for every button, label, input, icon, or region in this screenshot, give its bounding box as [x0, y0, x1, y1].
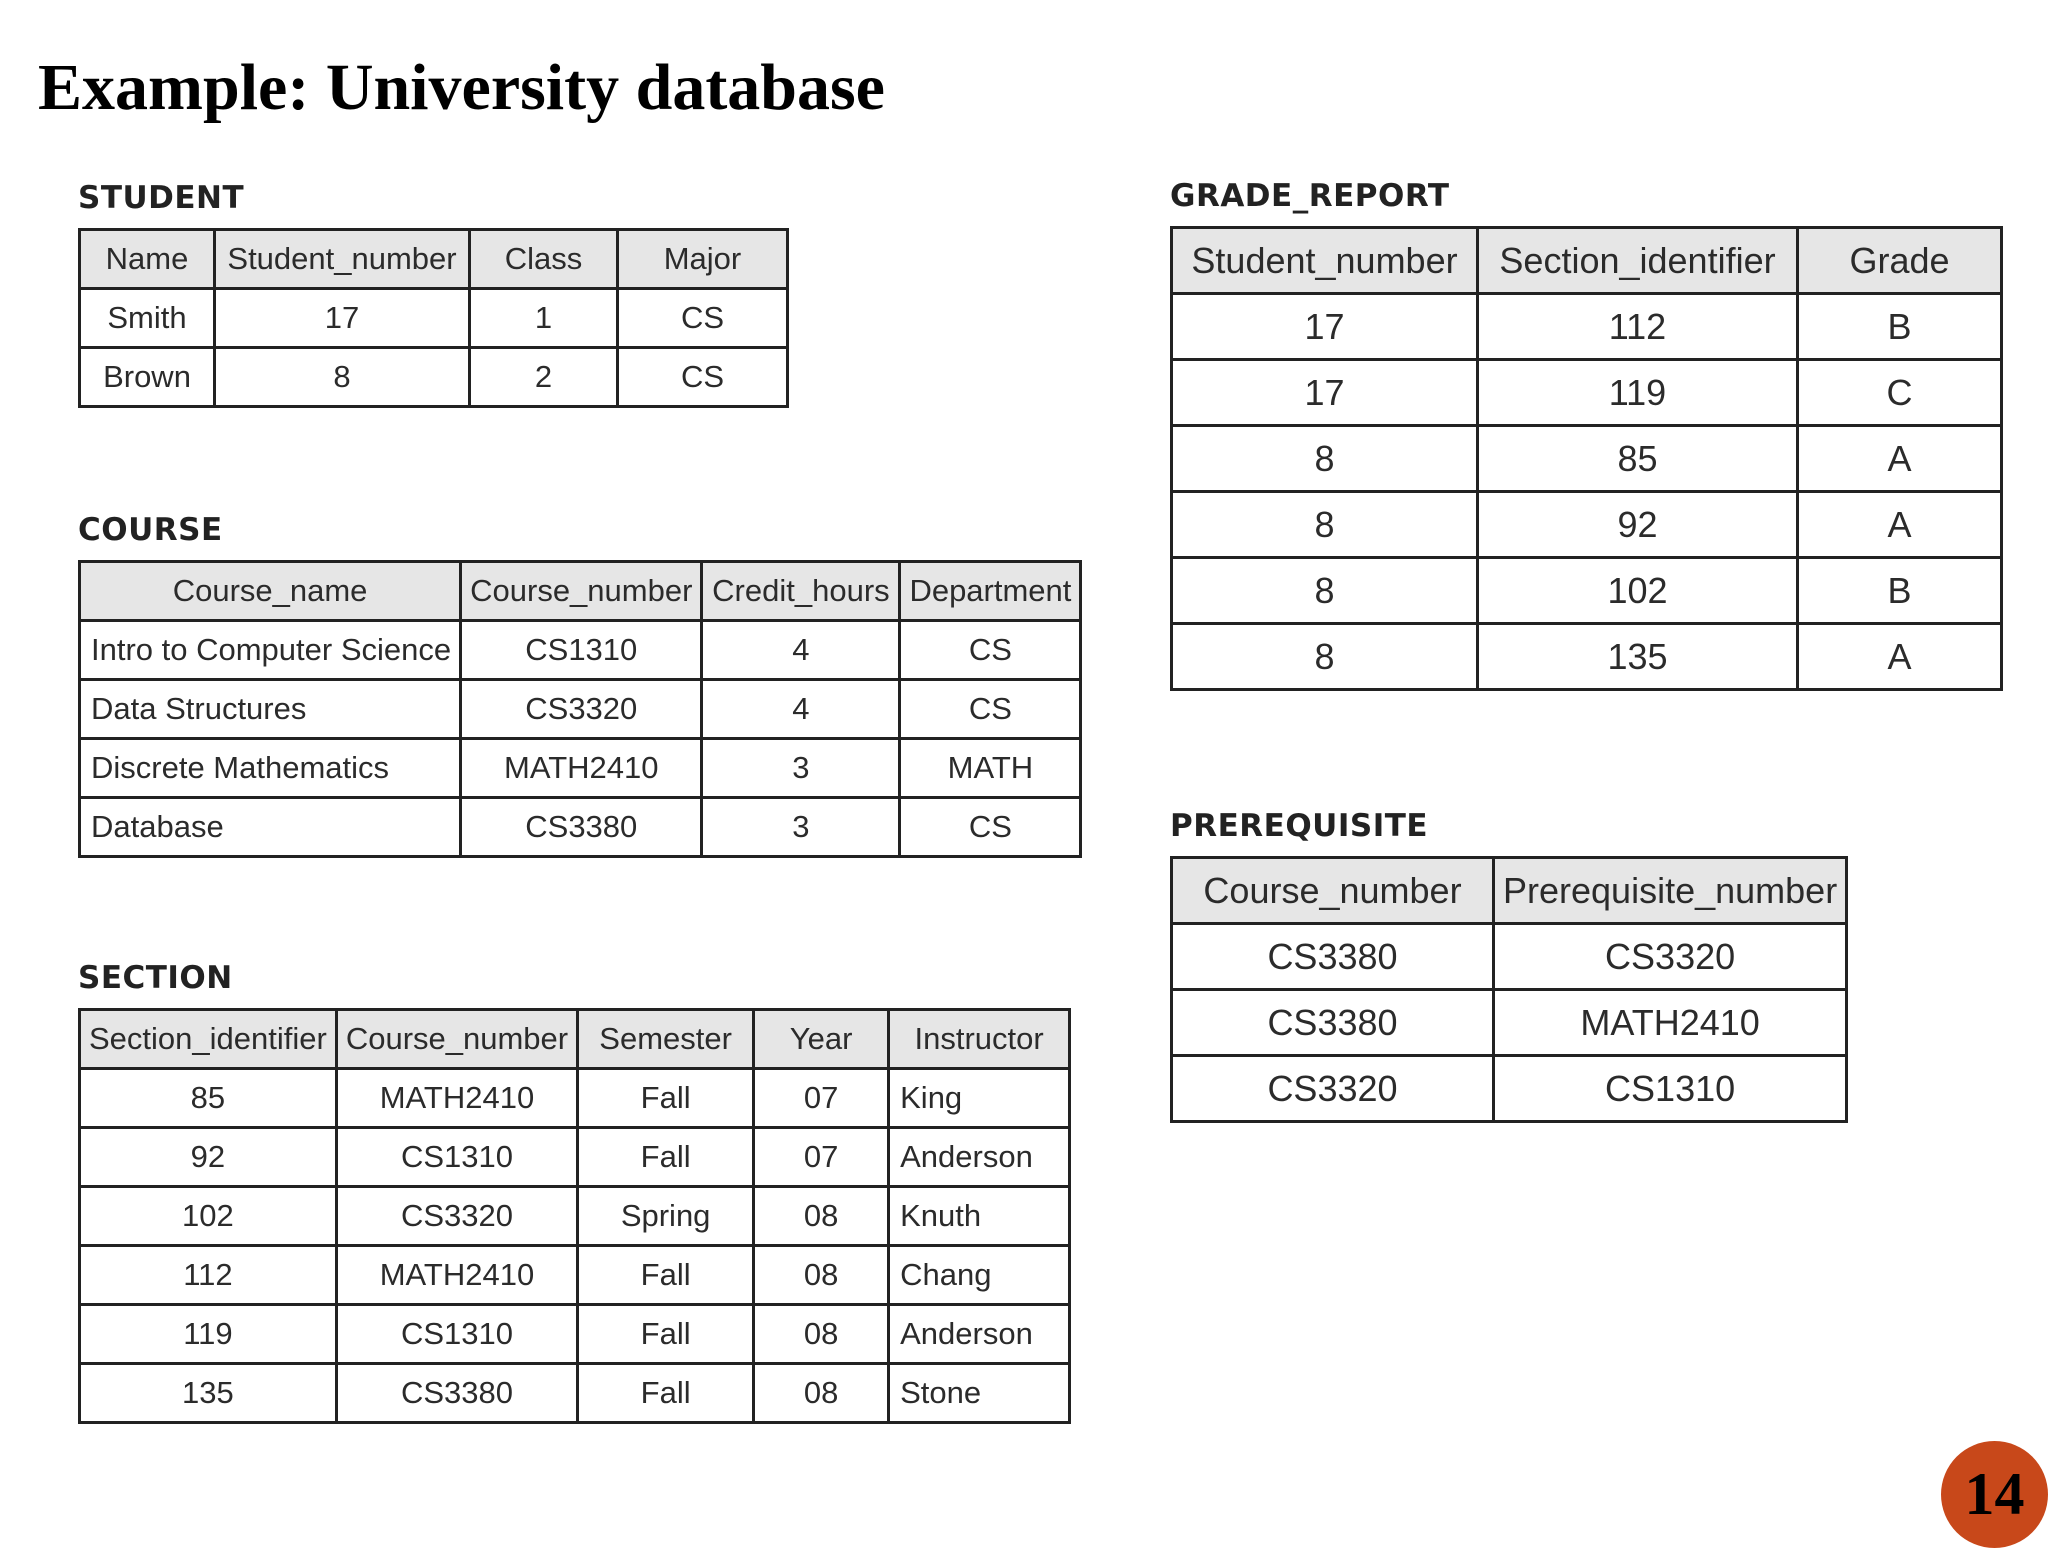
table-cell: C	[1798, 360, 2002, 426]
table-cell: Fall	[578, 1305, 754, 1364]
column-header: Course_number	[461, 562, 702, 621]
column-header: Instructor	[889, 1010, 1070, 1069]
table-cell: 4	[702, 680, 900, 739]
table-row	[80, 1128, 1070, 1187]
table-cell: CS3320	[336, 1187, 577, 1246]
table-cell: Fall	[578, 1246, 754, 1305]
table-row	[80, 798, 1081, 857]
table-row	[1172, 360, 2002, 426]
table-cell: CS1310	[1494, 1056, 1847, 1122]
table-cell: 102	[1478, 558, 1798, 624]
table-cell: 08	[754, 1246, 889, 1305]
table-cell: Knuth	[889, 1187, 1070, 1246]
slide-title: Example: University database	[38, 51, 885, 124]
table-cell: Fall	[578, 1364, 754, 1423]
table-cell: Brown	[80, 348, 215, 407]
table-row	[1172, 492, 2002, 558]
table-cell: 119	[1478, 360, 1798, 426]
table-row	[1172, 924, 1847, 990]
table-cell: CS3320	[1494, 924, 1847, 990]
table-cell: CS1310	[461, 621, 702, 680]
table-cell: 07	[754, 1128, 889, 1187]
column-header: Semester	[578, 1010, 754, 1069]
table-row	[80, 621, 1081, 680]
table-cell: 135	[1478, 624, 1798, 690]
table-cell: CS3380	[336, 1364, 577, 1423]
column-header: Section_identifier	[1478, 228, 1798, 294]
table-cell: CS3320	[461, 680, 702, 739]
course-table-label: COURSE	[78, 512, 223, 548]
table-cell: B	[1798, 294, 2002, 360]
column-header: Section_identifier	[80, 1010, 337, 1069]
section-table-label: SECTION	[78, 960, 233, 996]
table-cell: 92	[1478, 492, 1798, 558]
table-row	[1172, 294, 2002, 360]
table-cell: Database	[80, 798, 461, 857]
table-cell: 08	[754, 1187, 889, 1246]
table-cell: Stone	[889, 1364, 1070, 1423]
student-table-label: STUDENT	[78, 180, 245, 216]
table-header-row	[1172, 228, 2002, 294]
table-cell: 92	[80, 1128, 337, 1187]
table-row	[80, 1246, 1070, 1305]
table-cell: 3	[702, 798, 900, 857]
table-header-row	[80, 1010, 1070, 1069]
table-cell: 8	[1172, 426, 1478, 492]
course-table	[78, 560, 1082, 858]
table-cell: 119	[80, 1305, 337, 1364]
table-cell: Fall	[578, 1128, 754, 1187]
table-cell: CS1310	[336, 1128, 577, 1187]
table-cell: 85	[1478, 426, 1798, 492]
table-row	[1172, 624, 2002, 690]
table-cell: A	[1798, 624, 2002, 690]
column-header: Course_name	[80, 562, 461, 621]
student-table	[78, 228, 789, 408]
table-cell: 17	[215, 289, 470, 348]
table-cell: CS3380	[1172, 990, 1494, 1056]
table-cell: Anderson	[889, 1305, 1070, 1364]
table-cell: CS3320	[1172, 1056, 1494, 1122]
table-cell: CS3380	[461, 798, 702, 857]
table-cell: 112	[1478, 294, 1798, 360]
table-cell: 85	[80, 1069, 337, 1128]
prerequisite-table	[1170, 856, 1848, 1123]
table-cell: Discrete Mathematics	[80, 739, 461, 798]
table-cell: 8	[1172, 492, 1478, 558]
table-cell: 112	[80, 1246, 337, 1305]
table-header-row	[80, 230, 788, 289]
table-cell: MATH	[900, 739, 1081, 798]
table-row	[80, 1364, 1070, 1423]
table-cell: A	[1798, 492, 2002, 558]
grade-report-table-label: GRADE_REPORT	[1170, 178, 1450, 214]
column-header: Major	[618, 230, 788, 289]
table-cell: CS	[618, 289, 788, 348]
table-row	[80, 680, 1081, 739]
table-cell: 8	[215, 348, 470, 407]
table-row	[80, 1187, 1070, 1246]
table-cell: 135	[80, 1364, 337, 1423]
table-cell: 08	[754, 1364, 889, 1423]
table-cell: CS3380	[1172, 924, 1494, 990]
table-cell: B	[1798, 558, 2002, 624]
table-cell: King	[889, 1069, 1070, 1128]
table-row	[80, 1069, 1070, 1128]
column-header: Credit_hours	[702, 562, 900, 621]
table-cell: A	[1798, 426, 2002, 492]
table-cell: MATH2410	[336, 1246, 577, 1305]
column-header: Grade	[1798, 228, 2002, 294]
table-cell: Spring	[578, 1187, 754, 1246]
column-header: Student_number	[1172, 228, 1478, 294]
prerequisite-table-block	[1170, 808, 1848, 1123]
section-table-block	[78, 960, 1071, 1424]
table-cell: 07	[754, 1069, 889, 1128]
table-cell: 3	[702, 739, 900, 798]
grade-report-table	[1170, 226, 2003, 691]
table-cell: MATH2410	[461, 739, 702, 798]
column-header: Class	[470, 230, 618, 289]
table-cell: 17	[1172, 294, 1478, 360]
column-header: Course_number	[1172, 858, 1494, 924]
table-cell: 1	[470, 289, 618, 348]
table-cell: Fall	[578, 1069, 754, 1128]
column-header: Student_number	[215, 230, 470, 289]
table-cell: 102	[80, 1187, 337, 1246]
table-cell: CS	[900, 798, 1081, 857]
table-cell: 17	[1172, 360, 1478, 426]
table-cell: Data Structures	[80, 680, 461, 739]
table-cell: Smith	[80, 289, 215, 348]
table-cell: CS1310	[336, 1305, 577, 1364]
student-table-block	[78, 180, 789, 408]
table-cell: Anderson	[889, 1128, 1070, 1187]
table-row	[80, 289, 788, 348]
table-cell: CS	[900, 680, 1081, 739]
column-header: Name	[80, 230, 215, 289]
table-cell: Intro to Computer Science	[80, 621, 461, 680]
table-row	[80, 1305, 1070, 1364]
table-cell: 2	[470, 348, 618, 407]
table-cell: 08	[754, 1305, 889, 1364]
table-cell: 8	[1172, 624, 1478, 690]
table-row	[80, 739, 1081, 798]
table-cell: MATH2410	[1494, 990, 1847, 1056]
table-cell: CS	[900, 621, 1081, 680]
table-header-row	[1172, 858, 1847, 924]
table-row	[80, 348, 788, 407]
table-cell: 8	[1172, 558, 1478, 624]
grade-report-table-block	[1170, 178, 2003, 691]
table-row	[1172, 558, 2002, 624]
column-header: Year	[754, 1010, 889, 1069]
table-cell: CS	[618, 348, 788, 407]
table-cell: MATH2410	[336, 1069, 577, 1128]
table-cell: Chang	[889, 1246, 1070, 1305]
table-row	[1172, 1056, 1847, 1122]
column-header: Department	[900, 562, 1081, 621]
table-row	[1172, 990, 1847, 1056]
course-table-block	[78, 512, 1082, 858]
section-table	[78, 1008, 1071, 1424]
column-header: Course_number	[336, 1010, 577, 1069]
table-header-row	[80, 562, 1081, 621]
page-number-badge: 14	[1941, 1441, 2048, 1548]
table-row	[1172, 426, 2002, 492]
prerequisite-table-label: PREREQUISITE	[1170, 808, 1429, 844]
column-header: Prerequisite_number	[1494, 858, 1847, 924]
table-cell: 4	[702, 621, 900, 680]
